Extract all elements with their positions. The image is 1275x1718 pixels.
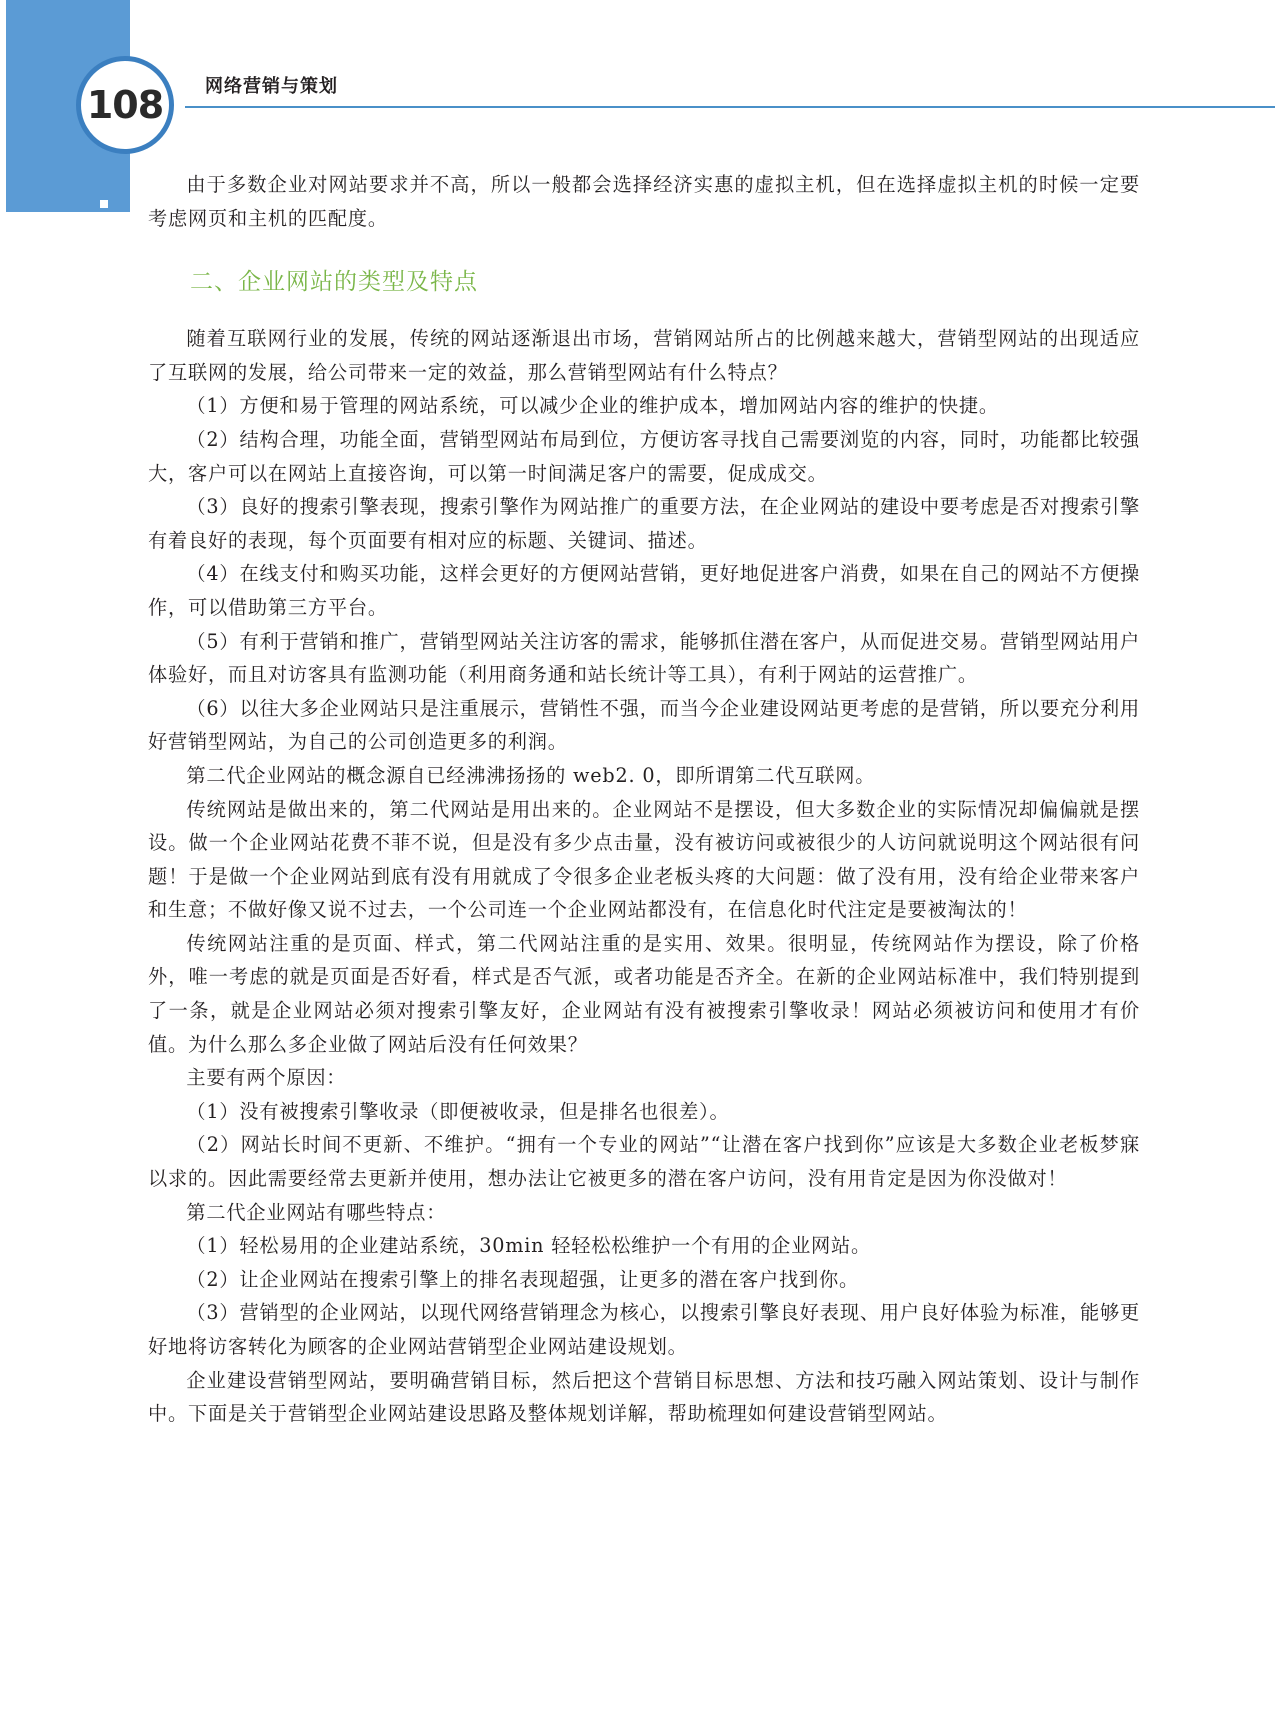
list-item: （3）良好的搜索引擎表现，搜索引擎作为网站推广的重要方法，在企业网站的建设中要考虑是否对搜索引擎有着良好的表现，每个页面要有相对应的标题、关键词、描述。 (148, 495, 1140, 552)
list-item: （1）没有被搜索引擎收录（即便被收录，但是排名也很差）。 (186, 1099, 730, 1123)
paragraph: 随着互联网行业的发展，传统的网站逐渐退出市场，营销网站所占的比例越来越大，营销型网站的出现适应了互联网的发展，给公司带来一定的效益，那么营销型网站有什么特点？ (148, 327, 1140, 384)
page-body (148, 168, 1140, 1431)
list-item: （5）有利于营销和推广，营销型网站关注访客的需求，能够抓住潜在客户，从而促进交易。营销型网站用户体验好，而且对访客具有监测功能（利用商务通和站长统计等工具），有利于网站的运营推广。 (148, 629, 1140, 687)
header-corner-step (112, 194, 122, 204)
list-item: （4）在线支付和购买功能，这样会更好的方便网站营销，更好地促进客户消费，如果在自己的网站不方便操作，可以借助第三方平台。 (148, 562, 1140, 619)
header-rule (185, 106, 1275, 108)
paragraph: 主要有两个原因： (186, 1066, 347, 1090)
paragraph: 第二代企业网站的概念源自已经沸沸扬扬的 web2. 0，即所谓第二代互联网。 (186, 763, 876, 787)
paragraph: 传统网站是做出来的，第二代网站是用出来的。企业网站不是摆设，但大多数企业的实际情况却偏偏就是摆设。做一个企业网站花费不菲不说，但是没有多少点击量，没有被访问或被很少的人访问就说明这个网站很有问题！于是做一个企业网站到底有没有用就成了令很多企业老板头疼的大问题：做了没有用，没有给企业带来客户和生意；不做好像又说不过去，一个公司连一个企业网站都没有，在信息化时代注定是要被淘汰的！ (148, 797, 1140, 922)
page-number-badge (76, 56, 174, 154)
list-item: （2）网站长时间不更新、不维护。“拥有一个专业的网站”“让潜在客户找到你”应该是大多数企业老板梦寐以求的。因此需要经常去更新并使用，想办法让它被更多的潜在客户访问，没有用肯定是因为你没做对！ (148, 1133, 1140, 1191)
list-item: （2）让企业网站在搜索引擎上的排名表现超强，让更多的潜在客户找到你。 (186, 1267, 859, 1291)
list-item: （1）轻松易用的企业建站系统，30min 轻轻松松维护一个有用的企业网站。 (186, 1234, 872, 1258)
book-title: 网络营销与策划 (205, 76, 338, 97)
page-number: 108 (86, 83, 164, 127)
list-item: （3）营销型的企业网站，以现代网络营销理念为核心，以搜索引擎良好表现、用户良好体验为标准，能够更好地将访客转化为顾客的企业网站营销型企业网站建设规划。 (148, 1301, 1140, 1358)
list-item: （2）结构合理，功能全面，营销型网站布局到位，方便访客寻找自己需要浏览的内容，同时，功能都比较强大，客户可以在网站上直接咨询，可以第一时间满足客户的需要，促成成交。 (148, 427, 1140, 485)
section-heading: 二、企业网站的类型及特点 (190, 269, 478, 296)
header-corner-step (100, 182, 112, 194)
paragraph: 传统网站注重的是页面、样式，第二代网站注重的是实用、效果。很明显，传统网站作为摆设，除了价格外，唯一考虑的就是页面是否好看，样式是否气派，或者功能是否齐全。在新的企业网站标准中，我们特别提到了一条，就是企业网站必须对搜索引擎友好，企业网站有没有被搜索引擎收录！网站必须被访问和使用才有价值。为什么那么多企业做了网站后没有任何效果？ (148, 931, 1140, 1056)
list-item: （1）方便和易于管理的网站系统，可以减少企业的维护成本，增加网站内容的维护的快捷。 (186, 394, 999, 418)
header-corner-notch (100, 200, 108, 208)
intro-paragraph: 由于多数企业对网站要求并不高，所以一般都会选择经济实惠的虚拟主机，但在选择虚拟主机的时候一定要考虑网页和主机的匹配度。 (148, 173, 1140, 230)
paragraph: 企业建设营销型网站，要明确营销目标，然后把这个营销目标思想、方法和技巧融入网站策划、设计与制作中。下面是关于营销型企业网站建设思路及整体规划详解，帮助梳理如何建设营销型网站。 (148, 1368, 1140, 1426)
paragraph: 第二代企业网站有哪些特点： (186, 1200, 447, 1224)
list-item: （6）以往大多企业网站只是注重展示，营销性不强，而当今企业建设网站更考虑的是营销，所以要充分利用好营销型网站，为自己的公司创造更多的利润。 (148, 696, 1140, 754)
